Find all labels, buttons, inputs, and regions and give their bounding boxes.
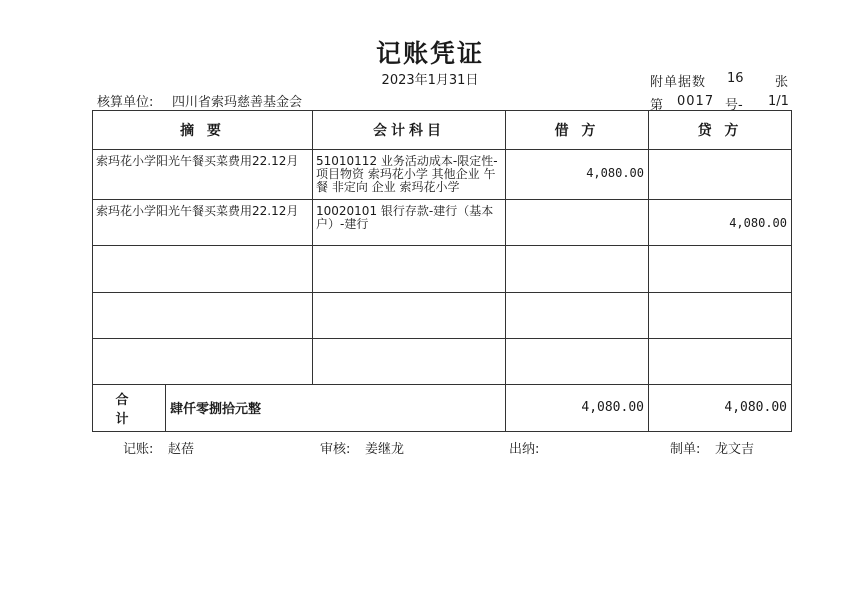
entry-credit: 4,080.00 (729, 216, 787, 231)
bookkeeper-label: 记账: (123, 442, 154, 457)
preparer-label: 制单: (670, 442, 701, 457)
table-row-empty (93, 292, 792, 338)
total-credit: 4,080.00 (724, 400, 787, 416)
cashier-label: 出纳: (509, 442, 540, 457)
column-header-credit: 贷 方 (649, 111, 792, 150)
total-amount-words: 肆仟零捌拾元整 (170, 402, 262, 418)
column-header-summary: 摘 要 (93, 111, 313, 150)
table-row-empty (93, 246, 792, 292)
voucher-title: 记账凭证 (375, 39, 484, 68)
accounting-unit-name: 四川省索玛慈善基金会 (172, 95, 303, 110)
entry-summary-cell (93, 200, 313, 246)
attachment-unit: 张 (775, 75, 789, 90)
reviewer-label: 审核: (320, 442, 351, 457)
entry-account: 10020101 银行存款-建行（基本户）-建行 (316, 204, 494, 232)
column-header-debit: 借 方 (506, 111, 649, 150)
total-words-continue-cell (313, 384, 506, 431)
voucher-number-suffix: 号- (725, 98, 743, 113)
total-debit-cell (506, 384, 649, 431)
entry-debit-cell (506, 150, 649, 200)
entry-debit-cell (506, 200, 649, 246)
voucher-date: 2023年1月31日 (381, 73, 479, 88)
total-debit: 4,080.00 (581, 400, 644, 416)
table-row (93, 200, 792, 246)
total-cell (93, 384, 313, 431)
page-number: 1/1 (768, 94, 789, 109)
accounting-unit-label: 核算单位: (97, 95, 154, 110)
entry-debit: 4,080.00 (586, 166, 644, 181)
entry-account-cell (313, 200, 506, 246)
table-row-empty (93, 338, 792, 384)
column-header-account: 会计科目 (313, 111, 506, 150)
preparer-name: 龙文吉 (715, 442, 755, 457)
voucher-number: 0017 (677, 94, 715, 109)
entry-debit (506, 200, 648, 216)
entry-credit (649, 150, 791, 166)
total-credit-cell (649, 384, 792, 431)
entry-summary-cell (93, 150, 313, 200)
table-row (93, 150, 792, 200)
entry-account: 51010112 业务活动成本-限定性-项目物资 索玛花小学 其他企业 午餐 非定向 企业 索玛花小学 (316, 154, 498, 195)
total-label: 合 计 (93, 385, 166, 431)
voucher-table (92, 110, 792, 432)
attachment-label: 附单据数 (650, 75, 707, 90)
total-row (93, 384, 792, 431)
voucher-number-prefix: 第 (650, 98, 664, 113)
reviewer-name: 姜继龙 (365, 442, 405, 457)
entry-summary: 索玛花小学阳光午餐买菜费用22.12月 (96, 204, 299, 219)
entry-credit-cell (649, 200, 792, 246)
entry-summary: 索玛花小学阳光午餐买菜费用22.12月 (96, 154, 299, 169)
attachment-count: 16 (727, 71, 744, 86)
table-header-row (93, 111, 792, 150)
entry-account-cell (313, 150, 506, 200)
entry-credit-cell (649, 150, 792, 200)
bookkeeper-name: 赵蓓 (168, 442, 195, 457)
